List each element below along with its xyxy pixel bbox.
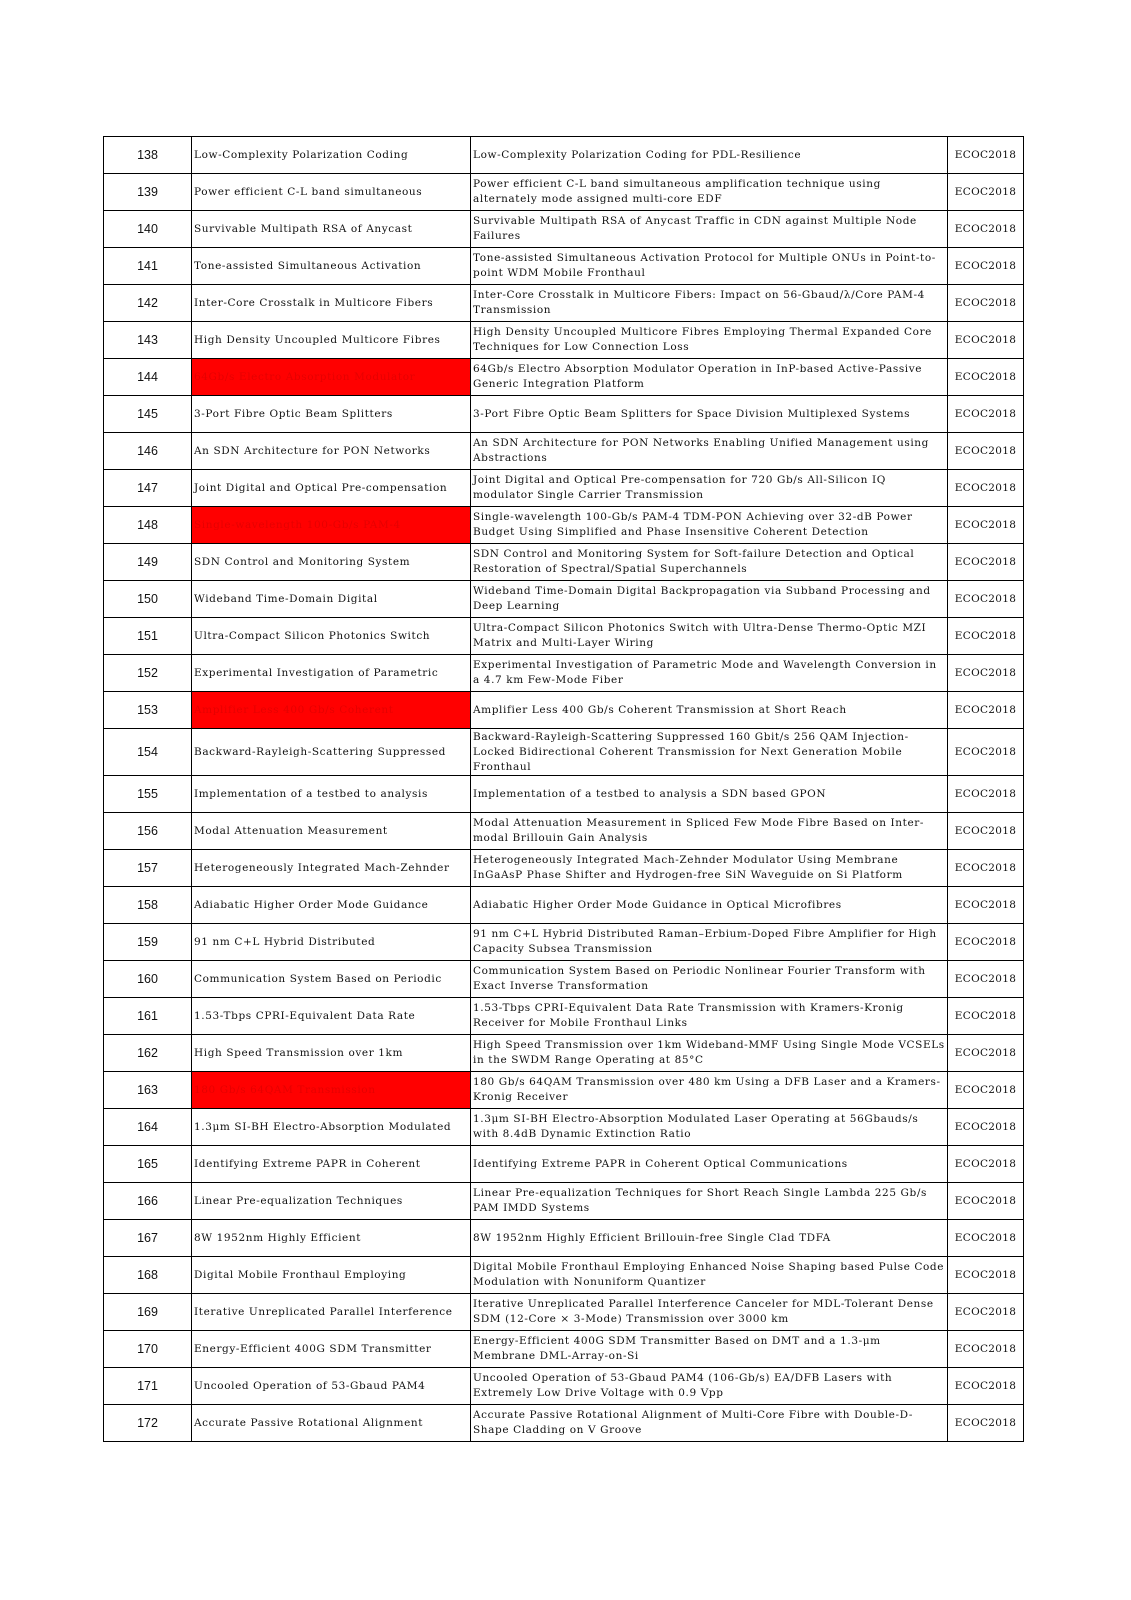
full-title: Iterative Unreplicated Parallel Interference Canceler for MDL-Tolerant Dense SDM (12-Core × 3-Mode) Transmission over 3000 km	[471, 1294, 948, 1331]
short-title: Modal Attenuation Measurement	[192, 813, 471, 850]
table-row	[104, 729, 1024, 776]
full-title: 91 nm C+L Hybrid Distributed Raman–Erbium-Doped Fibre Amplifier for High Capacity Subsea Transmission	[471, 924, 948, 961]
short-title: Energy-Efficient 400G SDM Transmitter	[192, 1331, 471, 1368]
table-row	[104, 1331, 1024, 1368]
table-row	[104, 174, 1024, 211]
full-title: Accurate Passive Rotational Alignment of Multi-Core Fibre with Double-D-Shape Cladding on V Groove	[471, 1405, 948, 1442]
table-row	[104, 544, 1024, 581]
venue: ECOC2018	[948, 1072, 1024, 1109]
venue: ECOC2018	[948, 1146, 1024, 1183]
table-row	[104, 285, 1024, 322]
full-title: 8W 1952nm Highly Efficient Brillouin-free Single Clad TDFA	[471, 1220, 948, 1257]
full-title: Tone-assisted Simultaneous Activation Protocol for Multiple ONUs in Point-to-point WDM Mobile Fronthaul	[471, 248, 948, 285]
full-title: High Speed Transmission over 1km Wideband-MMF Using Single Mode VCSELs in the SWDM Range Operating at 85°C	[471, 1035, 948, 1072]
full-title: Survivable Multipath RSA of Anycast Traffic in CDN against Multiple Node Failures	[471, 211, 948, 248]
venue: ECOC2018	[948, 396, 1024, 433]
paper-number: 169	[104, 1294, 192, 1331]
short-title: 3-Port Fibre Optic Beam Splitters	[192, 396, 471, 433]
short-title: Inter-Core Crosstalk in Multicore Fibers	[192, 285, 471, 322]
short-title: Heterogeneously Integrated Mach-Zehnder	[192, 850, 471, 887]
venue: ECOC2018	[948, 137, 1024, 174]
venue: ECOC2018	[948, 887, 1024, 924]
paper-number: 170	[104, 1331, 192, 1368]
table-row	[104, 887, 1024, 924]
short-title: 64Gb/s Electro Absorption Modulator	[192, 359, 471, 396]
full-title: High Density Uncoupled Multicore Fibres Employing Thermal Expanded Core Techniques for Low Connection Loss	[471, 322, 948, 359]
full-title: Single-wavelength 100-Gb/s PAM-4 TDM-PON Achieving over 32-dB Power Budget Using Simplified and Phase Insensitive Coherent Detection	[471, 507, 948, 544]
short-title: Tone-assisted Simultaneous Activation	[192, 248, 471, 285]
table-row	[104, 1257, 1024, 1294]
paper-number: 158	[104, 887, 192, 924]
venue: ECOC2018	[948, 581, 1024, 618]
full-title: Adiabatic Higher Order Mode Guidance in Optical Microfibres	[471, 887, 948, 924]
venue: ECOC2018	[948, 507, 1024, 544]
short-title: SDN Control and Monitoring System	[192, 544, 471, 581]
paper-number: 139	[104, 174, 192, 211]
venue: ECOC2018	[948, 1294, 1024, 1331]
table-row	[104, 655, 1024, 692]
venue: ECOC2018	[948, 285, 1024, 322]
table-row	[104, 618, 1024, 655]
table-row	[104, 211, 1024, 248]
paper-number: 153	[104, 692, 192, 729]
table-row	[104, 433, 1024, 470]
full-title: Ultra-Compact Silicon Photonics Switch with Ultra-Dense Thermo-Optic MZI Matrix and Multi-Layer Wiring	[471, 618, 948, 655]
short-title: Adiabatic Higher Order Mode Guidance	[192, 887, 471, 924]
table-row	[104, 1035, 1024, 1072]
short-title: Accurate Passive Rotational Alignment	[192, 1405, 471, 1442]
table-row	[104, 1220, 1024, 1257]
paper-number: 167	[104, 1220, 192, 1257]
table-row	[104, 359, 1024, 396]
venue: ECOC2018	[948, 211, 1024, 248]
paper-number: 168	[104, 1257, 192, 1294]
venue: ECOC2018	[948, 1183, 1024, 1220]
paper-number: 160	[104, 961, 192, 998]
paper-number: 150	[104, 581, 192, 618]
venue: ECOC2018	[948, 544, 1024, 581]
short-title: Survivable Multipath RSA of Anycast	[192, 211, 471, 248]
short-title: Communication System Based on Periodic	[192, 961, 471, 998]
short-title: Single-wavelength 100-Gb/s PAM-4	[192, 507, 471, 544]
short-title: Ultra-Compact Silicon Photonics Switch	[192, 618, 471, 655]
table-row	[104, 137, 1024, 174]
venue: ECOC2018	[948, 692, 1024, 729]
venue: ECOC2018	[948, 174, 1024, 211]
paper-number: 149	[104, 544, 192, 581]
table-row	[104, 776, 1024, 813]
paper-number: 156	[104, 813, 192, 850]
table-row	[104, 850, 1024, 887]
full-title: Identifying Extreme PAPR in Coherent Optical Communications	[471, 1146, 948, 1183]
full-title: Digital Mobile Fronthaul Employing Enhanced Noise Shaping based Pulse Code Modulation with Nonuniform Quantizer	[471, 1257, 948, 1294]
table-row	[104, 998, 1024, 1035]
paper-number: 142	[104, 285, 192, 322]
short-title: Uncooled Operation of 53-Gbaud PAM4	[192, 1368, 471, 1405]
short-title: Implementation of a testbed to analysis	[192, 776, 471, 813]
short-title: Amplifier Less 400 Gb/s Coherent	[192, 692, 471, 729]
table-row	[104, 924, 1024, 961]
short-title: 1.53-Tbps CPRI-Equivalent Data Rate	[192, 998, 471, 1035]
venue: ECOC2018	[948, 1109, 1024, 1146]
full-title: Amplifier Less 400 Gb/s Coherent Transmission at Short Reach	[471, 692, 948, 729]
full-title: SDN Control and Monitoring System for Soft-failure Detection and Optical Restoration of Spectral/Spatial Superchannels	[471, 544, 948, 581]
full-title: Backward-Rayleigh-Scattering Suppressed 160 Gbit/s 256 QAM Injection-Locked Bidirectional Coherent Transmission for Next Generation Mobile Fronthaul	[471, 729, 948, 776]
paper-number: 146	[104, 433, 192, 470]
paper-number: 144	[104, 359, 192, 396]
short-title: Power efficient C-L band simultaneous	[192, 174, 471, 211]
paper-number: 157	[104, 850, 192, 887]
full-title: Linear Pre-equalization Techniques for Short Reach Single Lambda 225 Gb/s PAM IMDD Systems	[471, 1183, 948, 1220]
venue: ECOC2018	[948, 729, 1024, 776]
table-row	[104, 1294, 1024, 1331]
venue: ECOC2018	[948, 248, 1024, 285]
venue: ECOC2018	[948, 655, 1024, 692]
paper-number: 143	[104, 322, 192, 359]
paper-number: 161	[104, 998, 192, 1035]
full-title: 3-Port Fibre Optic Beam Splitters for Space Division Multiplexed Systems	[471, 396, 948, 433]
short-title: 180 Gb/s 64QAM Transmission	[192, 1072, 471, 1109]
venue: ECOC2018	[948, 924, 1024, 961]
table-row	[104, 581, 1024, 618]
table-row	[104, 507, 1024, 544]
short-title: Linear Pre-equalization Techniques	[192, 1183, 471, 1220]
short-title: Wideband Time-Domain Digital	[192, 581, 471, 618]
venue: ECOC2018	[948, 1368, 1024, 1405]
table-row	[104, 692, 1024, 729]
full-title: Experimental Investigation of Parametric Mode and Wavelength Conversion in a 4.7 km Few-Mode Fiber	[471, 655, 948, 692]
full-title: Communication System Based on Periodic Nonlinear Fourier Transform with Exact Inverse Transformation	[471, 961, 948, 998]
venue: ECOC2018	[948, 998, 1024, 1035]
short-title: An SDN Architecture for PON Networks	[192, 433, 471, 470]
venue: ECOC2018	[948, 470, 1024, 507]
full-title: Wideband Time-Domain Digital Backpropagation via Subband Processing and Deep Learning	[471, 581, 948, 618]
short-title: Digital Mobile Fronthaul Employing	[192, 1257, 471, 1294]
venue: ECOC2018	[948, 1257, 1024, 1294]
short-title: 91 nm C+L Hybrid Distributed	[192, 924, 471, 961]
table-row	[104, 1072, 1024, 1109]
full-title: Modal Attenuation Measurement in Spliced Few Mode Fibre Based on Inter-modal Brillouin Gain Analysis	[471, 813, 948, 850]
table-row	[104, 248, 1024, 285]
paper-number: 140	[104, 211, 192, 248]
table-row	[104, 961, 1024, 998]
paper-number: 151	[104, 618, 192, 655]
paper-number: 148	[104, 507, 192, 544]
venue: ECOC2018	[948, 1331, 1024, 1368]
full-title: Power efficient C-L band simultaneous amplification technique using alternately mode assigned multi-core EDF	[471, 174, 948, 211]
full-title: An SDN Architecture for PON Networks Enabling Unified Management using Abstractions	[471, 433, 948, 470]
full-title: Heterogeneously Integrated Mach-Zehnder Modulator Using Membrane InGaAsP Phase Shifter and Hydrogen-free SiN Waveguide on Si Platform	[471, 850, 948, 887]
short-title: High Density Uncoupled Multicore Fibres	[192, 322, 471, 359]
venue: ECOC2018	[948, 776, 1024, 813]
venue: ECOC2018	[948, 618, 1024, 655]
full-title: Uncooled Operation of 53-Gbaud PAM4 (106-Gb/s) EA/DFB Lasers with Extremely Low Drive Voltage with 0.9 Vpp	[471, 1368, 948, 1405]
paper-number: 163	[104, 1072, 192, 1109]
table-row	[104, 1368, 1024, 1405]
paper-number: 152	[104, 655, 192, 692]
paper-number: 145	[104, 396, 192, 433]
paper-number: 155	[104, 776, 192, 813]
venue: ECOC2018	[948, 1035, 1024, 1072]
short-title: Experimental Investigation of Parametric	[192, 655, 471, 692]
paper-number: 147	[104, 470, 192, 507]
short-title: Low-Complexity Polarization Coding	[192, 137, 471, 174]
table-row	[104, 1109, 1024, 1146]
venue: ECOC2018	[948, 961, 1024, 998]
short-title: High Speed Transmission over 1km	[192, 1035, 471, 1072]
paper-table	[103, 136, 1024, 1442]
full-title: Low-Complexity Polarization Coding for PDL-Resilience	[471, 137, 948, 174]
short-title: 1.3μm SI-BH Electro-Absorption Modulated	[192, 1109, 471, 1146]
table-row	[104, 813, 1024, 850]
paper-number: 172	[104, 1405, 192, 1442]
short-title: 8W 1952nm Highly Efficient	[192, 1220, 471, 1257]
venue: ECOC2018	[948, 813, 1024, 850]
paper-table-body	[104, 137, 1024, 1442]
table-row	[104, 396, 1024, 433]
venue: ECOC2018	[948, 433, 1024, 470]
table-row	[104, 1405, 1024, 1442]
short-title: Iterative Unreplicated Parallel Interference	[192, 1294, 471, 1331]
paper-number: 171	[104, 1368, 192, 1405]
full-title: 64Gb/s Electro Absorption Modulator Operation in InP-based Active-Passive Generic Integration Platform	[471, 359, 948, 396]
paper-number: 138	[104, 137, 192, 174]
paper-number: 166	[104, 1183, 192, 1220]
table-row	[104, 1183, 1024, 1220]
venue: ECOC2018	[948, 359, 1024, 396]
venue: ECOC2018	[948, 322, 1024, 359]
paper-number: 165	[104, 1146, 192, 1183]
full-title: 1.3μm SI-BH Electro-Absorption Modulated Laser Operating at 56Gbauds/s with 8.4dB Dynamic Extinction Ratio	[471, 1109, 948, 1146]
venue: ECOC2018	[948, 850, 1024, 887]
paper-number: 162	[104, 1035, 192, 1072]
paper-number: 154	[104, 729, 192, 776]
paper-number: 164	[104, 1109, 192, 1146]
full-title: 180 Gb/s 64QAM Transmission over 480 km Using a DFB Laser and a Kramers-Kronig Receiver	[471, 1072, 948, 1109]
venue: ECOC2018	[948, 1220, 1024, 1257]
short-title: Joint Digital and Optical Pre-compensation	[192, 470, 471, 507]
full-title: Energy-Efficient 400G SDM Transmitter Based on DMT and a 1.3-μm Membrane DML-Array-on-Si	[471, 1331, 948, 1368]
full-title: Implementation of a testbed to analysis a SDN based GPON	[471, 776, 948, 813]
full-title: Inter-Core Crosstalk in Multicore Fibers: Impact on 56-Gbaud/λ/Core PAM-4 Transmission	[471, 285, 948, 322]
table-row	[104, 470, 1024, 507]
full-title: Joint Digital and Optical Pre-compensation for 720 Gb/s All-Silicon IQ modulator Single Carrier Transmission	[471, 470, 948, 507]
table-row	[104, 1146, 1024, 1183]
short-title: Identifying Extreme PAPR in Coherent	[192, 1146, 471, 1183]
short-title: Backward-Rayleigh-Scattering Suppressed	[192, 729, 471, 776]
paper-number: 141	[104, 248, 192, 285]
table-row	[104, 322, 1024, 359]
paper-number: 159	[104, 924, 192, 961]
venue: ECOC2018	[948, 1405, 1024, 1442]
full-title: 1.53-Tbps CPRI-Equivalent Data Rate Transmission with Kramers-Kronig Receiver for Mobile Fronthaul Links	[471, 998, 948, 1035]
